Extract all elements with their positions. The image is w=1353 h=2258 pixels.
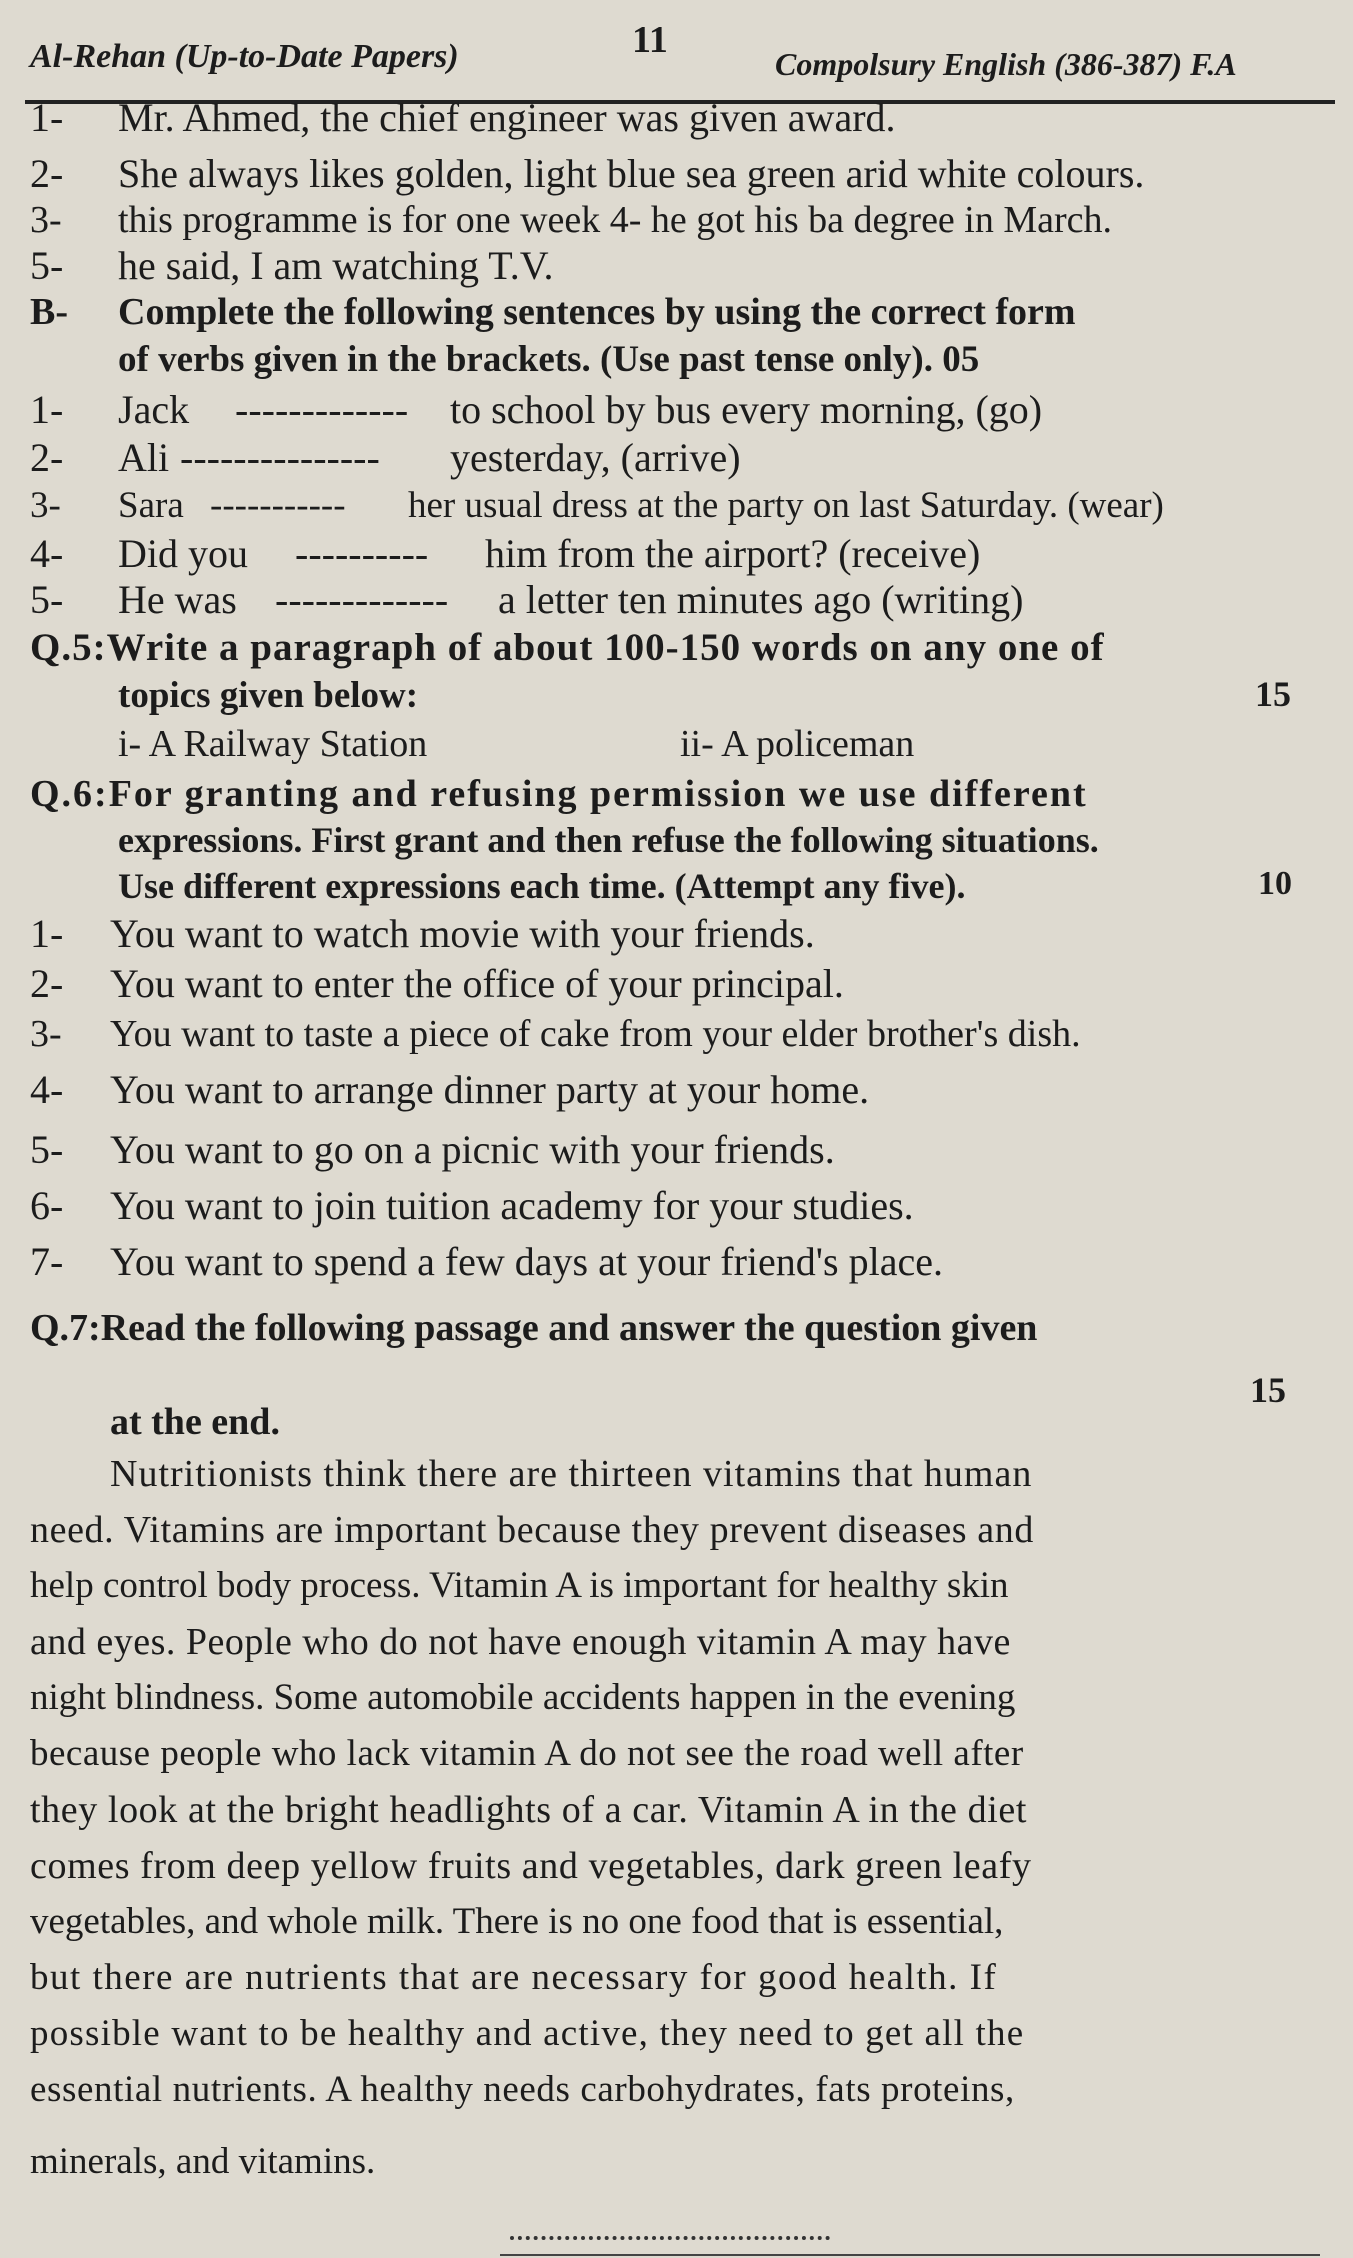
situation-text: You want to watch movie with your friends. — [110, 911, 815, 956]
passage-line: night blindness. Some automobile accidents happen in the evening — [30, 1677, 1016, 1718]
item-number: 7- — [30, 1239, 64, 1284]
section-b-instruction-2: of verbs given in the brackets. (Use past tense only). 05 — [118, 339, 980, 380]
item-subject: Ali — [118, 435, 170, 480]
item-number: 4- — [30, 1067, 64, 1112]
q7-marks: 15 — [1250, 1370, 1286, 1410]
item-number: 3- — [30, 485, 61, 526]
header-book-title: Al-Rehan (Up-to-Date Papers) — [30, 38, 459, 75]
item-subject: Jack — [118, 387, 190, 432]
blank-line: ------------- — [235, 387, 409, 432]
passage-line: and eyes. People who do not have enough vitamin A may have — [30, 1621, 1011, 1663]
item-rest: a letter ten minutes ago (writing) — [498, 577, 1024, 622]
q6-heading: Q.6:For granting and refusing permission we use different — [30, 773, 1088, 815]
item-number: 2- — [30, 435, 64, 480]
item-rest: her usual dress at the party on last Saturday. (wear) — [408, 485, 1164, 526]
q6-instruction-2: expressions. First grant and then refuse the following situations. — [118, 820, 1099, 860]
situation-text: You want to join tuition academy for your studies. — [110, 1183, 914, 1228]
end-dotted-divider — [510, 2236, 830, 2240]
q5-heading: Q.5:Write a paragraph of about 100-150 words on any one of — [30, 626, 1105, 669]
answer-text: he said, I am watching T.V. — [118, 243, 554, 288]
passage-line: because people who lack vitamin A do not see the road well after — [30, 1733, 1024, 1774]
passage-line: possible want to be healthy and active, they need to get all the — [30, 2013, 1025, 2054]
passage-line: Nutritionists think there are thirteen vitamins that human — [110, 1453, 1033, 1495]
item-rest: him from the airport? (receive) — [485, 531, 981, 576]
section-b-instruction-1: Complete the following sentences by using the correct form — [118, 291, 1076, 333]
passage-line: comes from deep yellow fruits and vegetables, dark green leafy — [30, 1845, 1032, 1887]
item-number: 2- — [30, 151, 64, 196]
item-number: 1- — [30, 387, 64, 432]
item-number: 5- — [30, 243, 64, 288]
item-number: 5- — [30, 577, 64, 622]
blank-line: ----------- — [210, 485, 346, 526]
blank-line: ---------- — [295, 531, 429, 576]
item-rest: yesterday, (arrive) — [450, 435, 741, 480]
passage-line: help control body process. Vitamin A is important for healthy skin — [30, 1565, 1009, 1606]
item-number: 4- — [30, 531, 64, 576]
item-number: 2- — [30, 961, 64, 1006]
item-number: 1- — [30, 95, 64, 140]
item-number: 3- — [30, 1013, 62, 1055]
item-number: 1- — [30, 911, 64, 956]
header-subject: Compolsury English (386-387) F.A — [775, 46, 1237, 82]
q6-instruction-3: Use different expressions each time. (Attempt any five). — [118, 866, 966, 906]
page-number: 11 — [632, 19, 668, 61]
situation-text: You want to go on a picnic with your friends. — [110, 1127, 835, 1172]
blank-line: --------------- — [180, 435, 380, 480]
bottom-rule — [500, 2254, 1320, 2256]
q5-topic-2: ii- A policeman — [680, 723, 915, 765]
passage-line: minerals, and vitamins. — [30, 2141, 376, 2182]
q6-marks: 10 — [1258, 865, 1292, 902]
answer-text: Mr. Ahmed, the chief engineer was given award. — [118, 95, 896, 140]
item-number: 5- — [30, 1127, 64, 1172]
passage-line: vegetables, and whole milk. There is no one food that is essential, — [30, 1901, 1004, 1942]
situation-text: You want to spend a few days at your friend's place. — [110, 1239, 943, 1284]
passage-line: but there are nutrients that are necessary for good health. If — [30, 1957, 998, 1998]
blank-line: ------------- — [275, 577, 449, 622]
page-header — [0, 0, 1353, 100]
section-b-label: B- — [30, 291, 68, 333]
situation-text: You want to enter the office of your principal. — [110, 961, 844, 1006]
item-number: 3- — [30, 199, 62, 241]
answer-text: She always likes golden, light blue sea green arid white colours. — [118, 151, 1145, 196]
situation-text: You want to taste a piece of cake from your elder brother's dish. — [110, 1013, 1081, 1055]
item-subject: Did you — [118, 531, 248, 576]
q5-topic-1: i- A Railway Station — [118, 723, 428, 765]
q7-subheading: at the end. — [110, 1401, 280, 1443]
item-subject: He was — [118, 577, 237, 622]
passage-line: they look at the bright headlights of a car. Vitamin A in the diet — [30, 1789, 1027, 1831]
situation-text: You want to arrange dinner party at your home. — [110, 1067, 870, 1112]
item-rest: to school by bus every morning, (go) — [450, 387, 1043, 432]
q5-marks: 15 — [1255, 674, 1291, 714]
passage-line: need. Vitamins are important because they prevent diseases and — [30, 1509, 1034, 1551]
passage-line: essential nutrients. A healthy needs carbohydrates, fats proteins, — [30, 2069, 1015, 2110]
item-subject: Sara — [118, 485, 184, 526]
q7-heading: Q.7:Read the following passage and answer the question given — [30, 1307, 1038, 1349]
item-number: 6- — [30, 1183, 64, 1228]
answer-text: this programme is for one week 4- he got his ba degree in March. — [118, 199, 1113, 241]
q5-subheading: topics given below: — [118, 675, 419, 716]
